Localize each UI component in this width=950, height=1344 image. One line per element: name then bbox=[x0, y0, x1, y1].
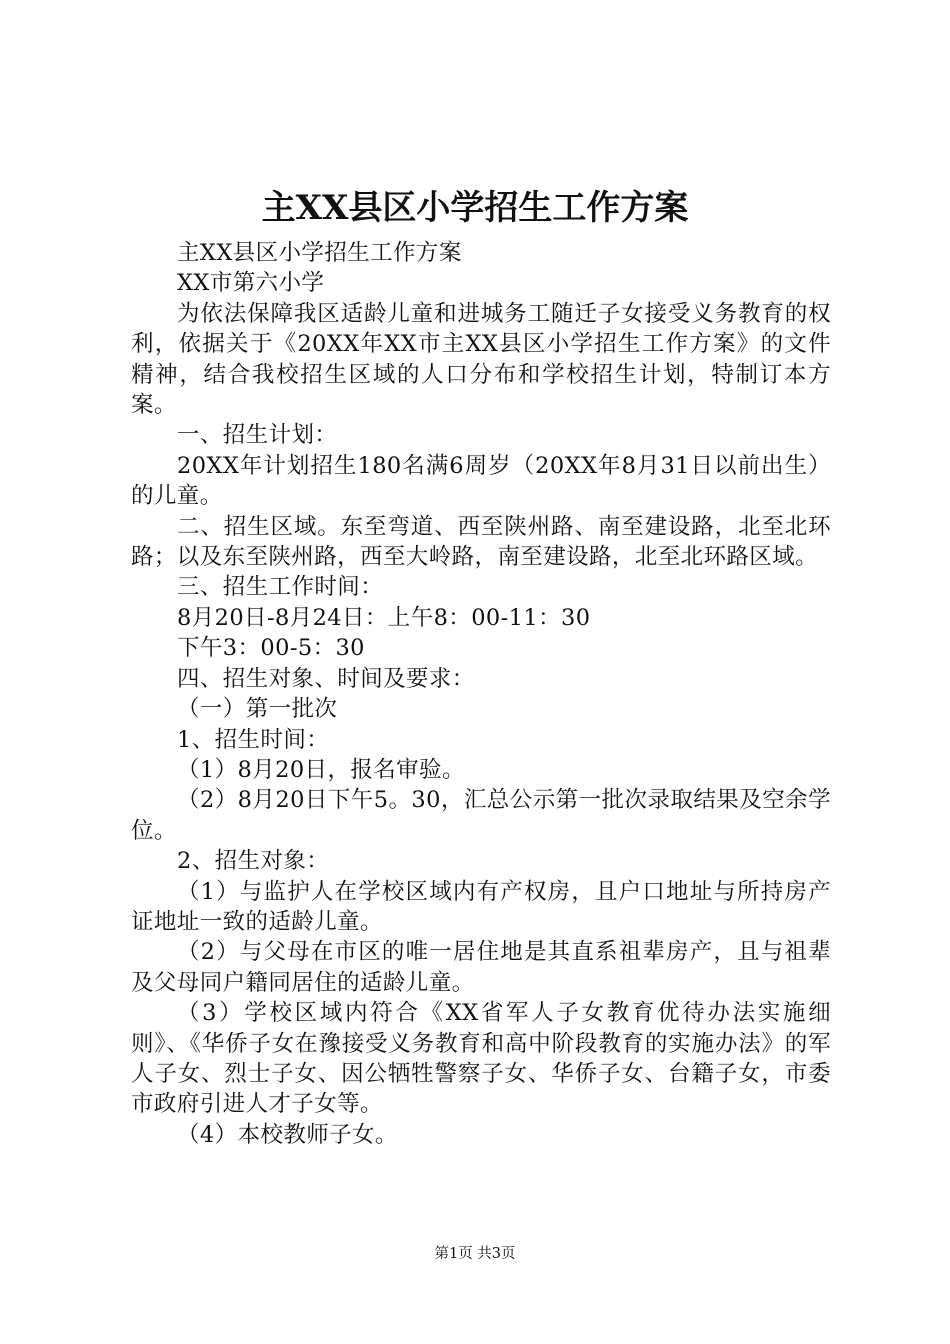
document-title: 主XX县区小学招生工作方案 bbox=[261, 188, 689, 228]
list-item: （1）与监护人在学校区域内有产权房，且户口地址与所持房产证地址一致的适龄儿童。 bbox=[131, 878, 831, 935]
paragraph-time-morning: 8月20日-8月24日：上午8：00-11：30 bbox=[177, 604, 591, 631]
paragraph-intro: 为依法保障我区适龄儿童和进城务工随迁子女接受义务教育的权利，依据关于《20XX年XX市主XX县区小学招生工作方案》的文件精神，结合我校招生区域的人口分布和学校招生计划，特制订本方案。 bbox=[131, 300, 831, 419]
item-heading-targets: 2、招生对象： bbox=[177, 848, 330, 875]
list-item: （1）8月20日，报名审验。 bbox=[177, 756, 465, 783]
paragraph-plan: 20XX年计划招生180名满6周岁（20XX年8月31日以前出生）的儿童。 bbox=[131, 452, 831, 510]
subsection-first-batch: （一）第一批次 bbox=[177, 696, 338, 723]
document-body bbox=[131, 238, 831, 1150]
section-heading-targets: 四、招生对象、时间及要求： bbox=[177, 665, 475, 692]
paragraph-subtitle: 主XX县区小学招生工作方案 bbox=[177, 240, 462, 266]
page-footer: 第1页 共3页 bbox=[434, 1246, 516, 1262]
paragraph-time-afternoon: 下午3：00-5：30 bbox=[177, 635, 365, 662]
paragraph-school-name: XX市第六小学 bbox=[177, 270, 325, 297]
list-item: （2）与父母在市区的唯一居住地是其直系祖辈房产，且与祖辈及父母同户籍同居住的适龄儿童。 bbox=[131, 939, 831, 996]
paragraph-area: 二、招生区域。东至弯道、西至陕州路、南至建设路，北至北环路；以及东至陕州路，西至大岭路，南至建设路，北至北环路区域。 bbox=[131, 513, 831, 571]
list-item: （2）8月20日下午5。30，汇总公示第一批次录取结果及空余学位。 bbox=[131, 787, 831, 844]
item-heading-time: 1、招生时间： bbox=[177, 726, 330, 753]
section-heading-time: 三、招生工作时间： bbox=[177, 574, 384, 601]
list-item: （3）学校区域内符合《XX省军人子女教育优待办法实施细则》、《华侨子女在豫接受义务教育和高中阶段教育的实施办法》的军人子女、烈士子女、因公牺牲警察子女、华侨子女、台籍子女，市委市政府引进人才子女等。 bbox=[131, 1000, 831, 1118]
list-item: （4）本校教师子女。 bbox=[177, 1121, 398, 1148]
section-heading-plan: 一、招生计划： bbox=[177, 422, 338, 449]
